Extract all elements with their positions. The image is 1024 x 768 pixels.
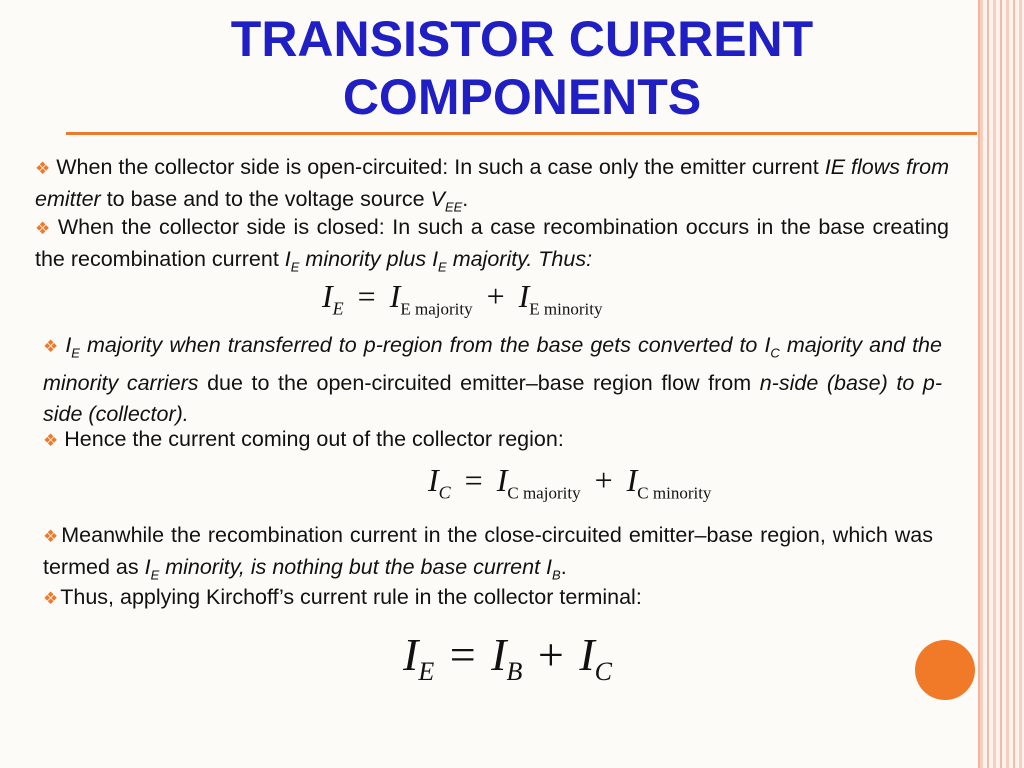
title-underline (66, 132, 977, 135)
stripes-border (978, 0, 980, 768)
decorative-circle (915, 640, 975, 700)
diamond-bullet-icon: ❖ (43, 527, 60, 546)
diamond-bullet-icon: ❖ (43, 431, 59, 450)
bullet-kirchoff: ❖Thus, applying Kirchoff’s current rule in the collector terminal: (43, 585, 642, 609)
equation-kirchoff: $I_E = I_B + I_C$ (403, 629, 613, 687)
diamond-bullet-icon: ❖ (43, 337, 60, 356)
equation-emitter-current: $I_E = I_{E majority} + I_{E minority}$ (322, 278, 603, 319)
bullet-collector-current: ❖ Hence the current coming out of the collector region: (43, 427, 564, 451)
slide-title: TRANSISTOR CURRENT COMPONENTS (230, 11, 814, 125)
bullet-closed-circuit: ❖ When the collector side is closed: In such a case recombination occurs in the base creating the recombination current $I_E$ minority plus $I_E$ majority. Thus: (35, 215, 949, 275)
bullet-majority-carriers: ❖ $I_E$ majority when transferred to p-region from the base gets converted to $I_C$ majority and the minority carriers due to the open-circuited emitter–base region flow from n-side (base) to p-side (collector). (43, 333, 942, 427)
diamond-bullet-icon: ❖ (35, 159, 51, 178)
bullet-base-current: ❖Meanwhile the recombination current in the close-circuited emitter–base region, which was termed as $I_E$ minority, is nothing but the base current $I_B$. (43, 523, 933, 583)
decorative-stripes (980, 0, 1024, 768)
diamond-bullet-icon: ❖ (35, 219, 52, 238)
diamond-bullet-icon: ❖ (43, 589, 59, 608)
equation-collector-current: $I_C = I_{C majority} + I_{C minority}$ (428, 462, 712, 503)
bullet-open-circuit: ❖ When the collector side is open-circuited: In such a case only the emitter current IE flows from emitter to base and to the voltage source $V_{EE}$. (35, 155, 949, 215)
